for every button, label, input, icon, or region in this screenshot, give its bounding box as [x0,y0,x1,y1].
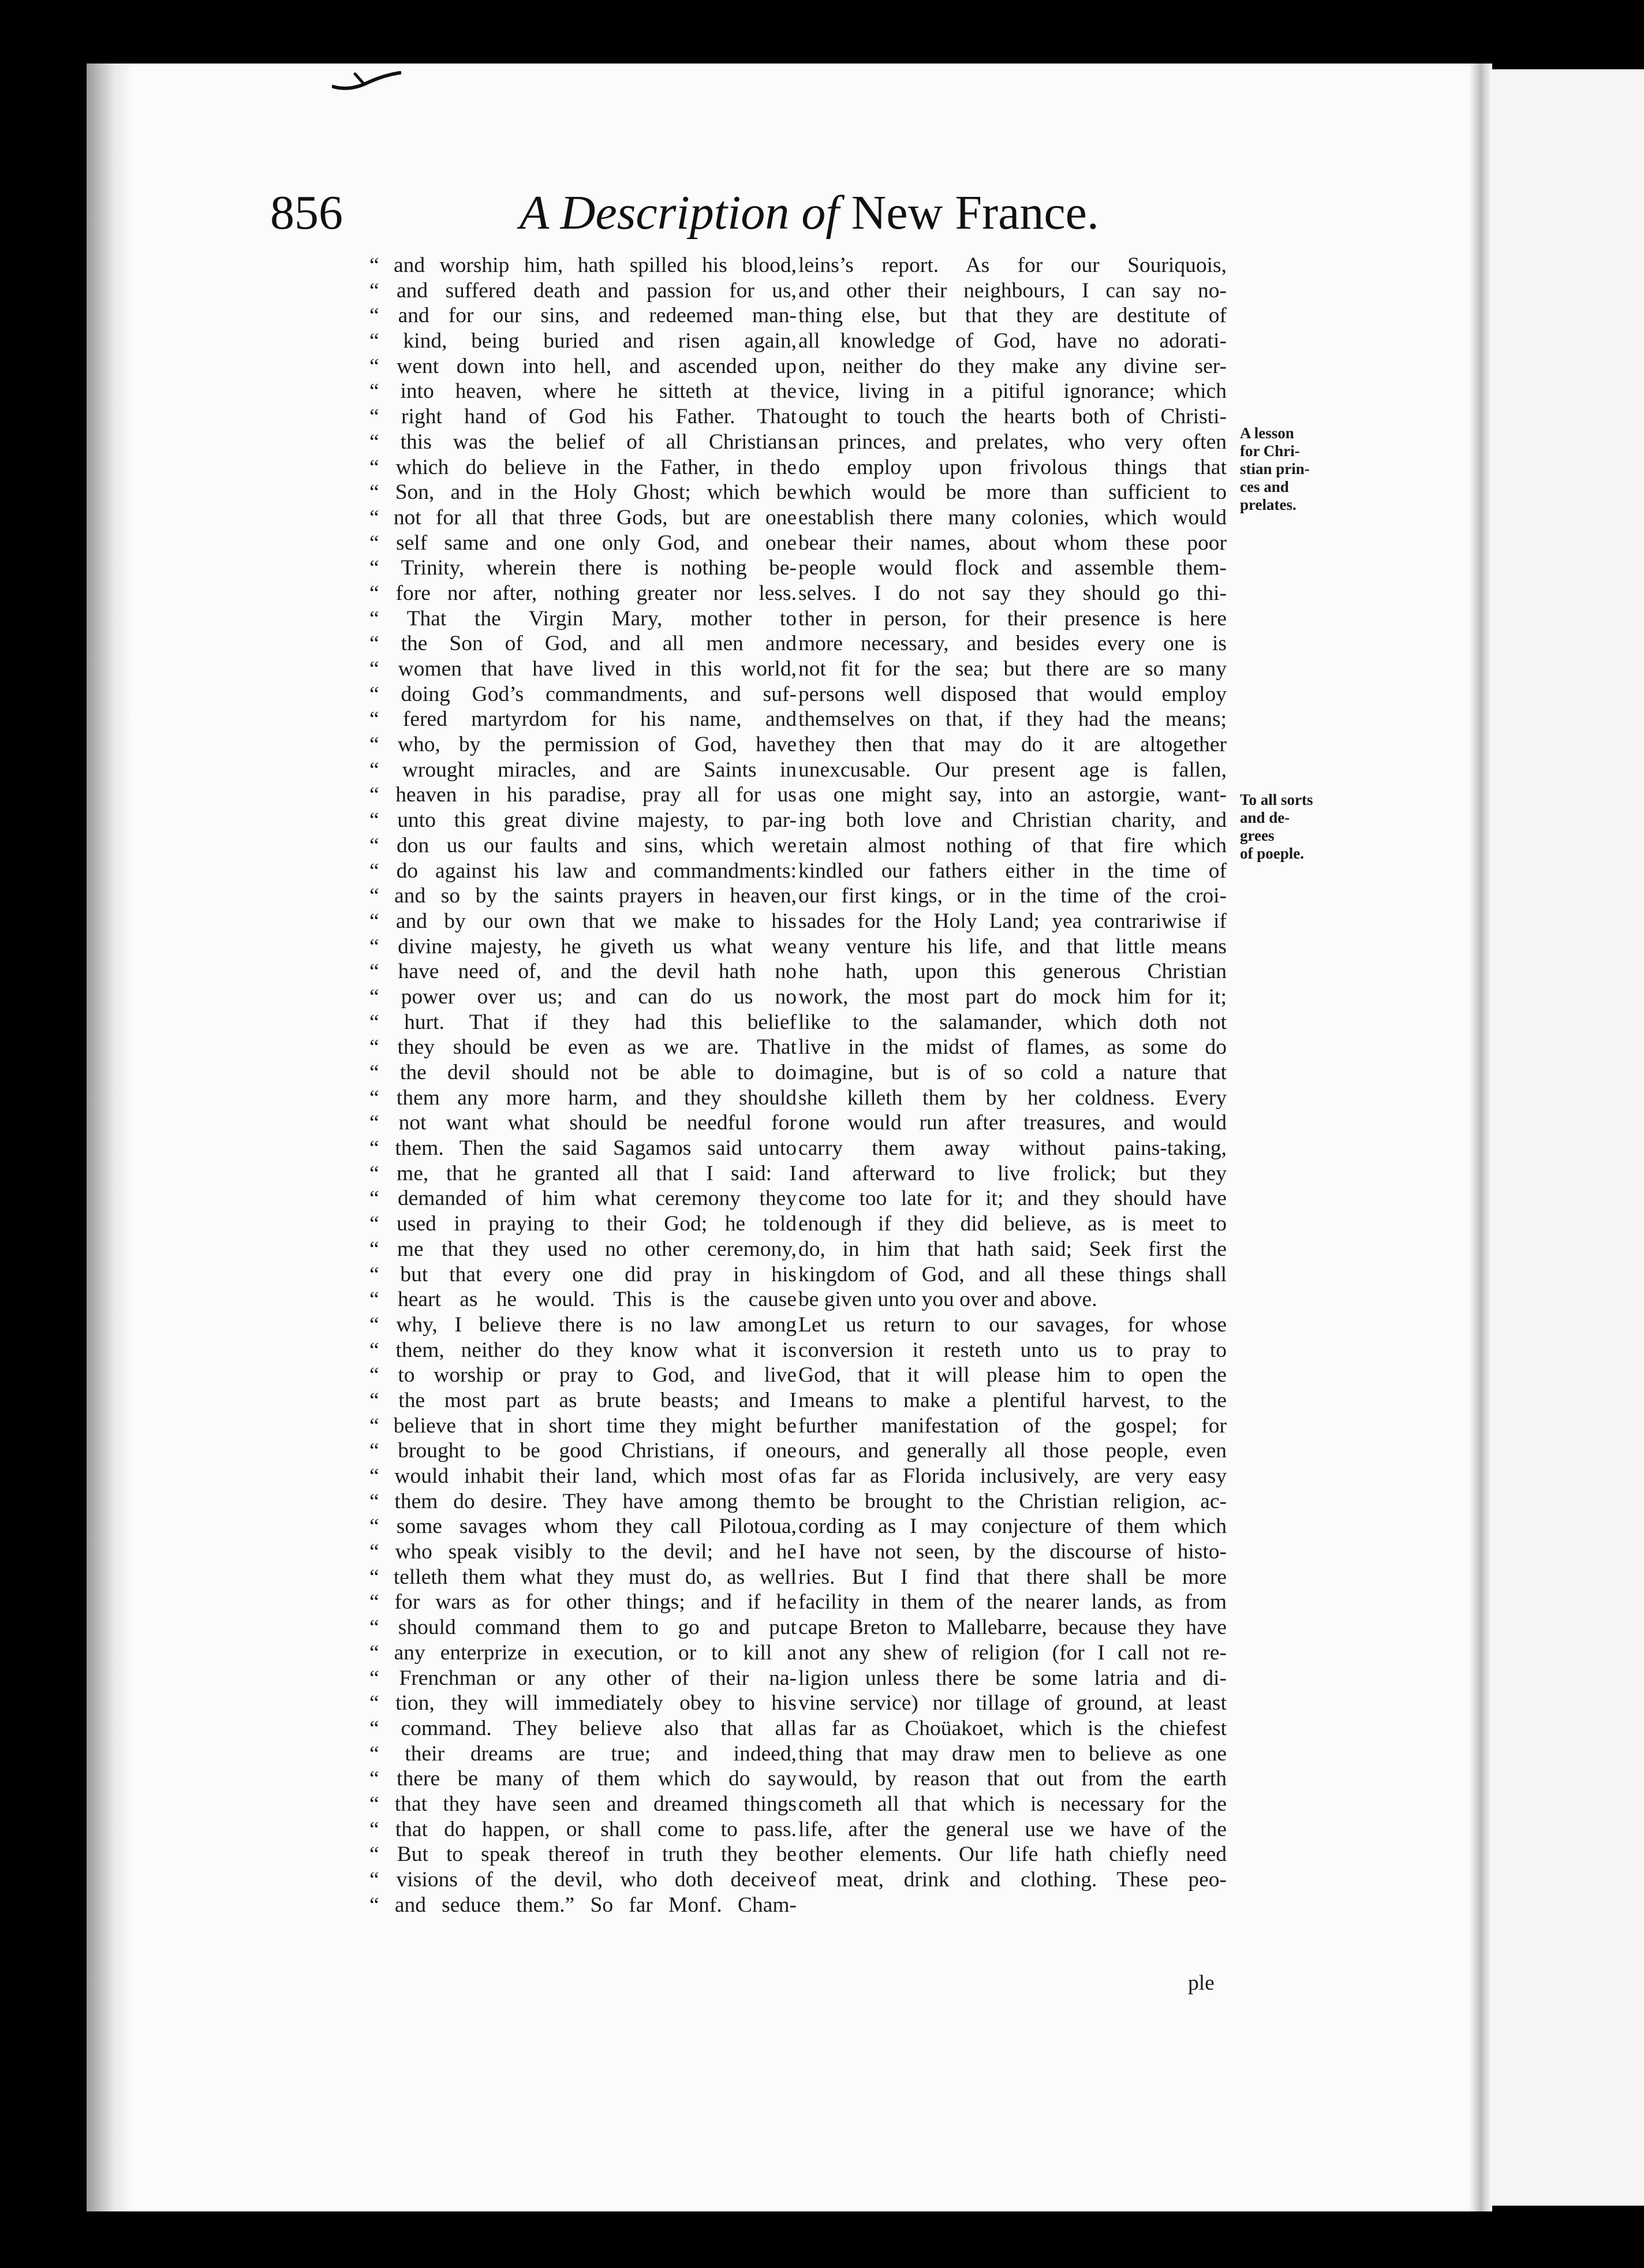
text-line: as one might say, into an astorgie, want- [798,783,1227,807]
running-title-italic: A Description of [520,186,839,240]
text-line: to be brought to the Christian religion, ac- [798,1489,1227,1513]
catchword: ple [1188,1971,1215,1995]
text-line: “ self same and one only God, and one [369,531,797,555]
text-line: “ telleth them what they must do, as well [369,1565,797,1589]
text-line: “ visions of the devil, who doth deceive [369,1868,797,1892]
text-line: conversion it resteth unto us to pray to [798,1338,1227,1362]
text-line: she killeth them by her coldness. Every [798,1085,1227,1110]
text-line: thing that may draw men to believe as one [798,1741,1227,1766]
margin-note-line: prelates. [1240,496,1296,513]
text-line: “ me, that he granted all that I said: I [369,1161,797,1185]
text-line: and afterward to live frolick; but they [798,1161,1227,1185]
text-line: “ them. Then the said Sagamos said unto [369,1136,797,1161]
text-line: “ heaven in his paradise, pray all for us [369,783,797,807]
text-line: “ the Son of God, and all men and [369,632,797,656]
text-line: Let us return to our savages, for whose [798,1312,1227,1337]
text-line: “ me that they used no other ceremony, [369,1237,797,1261]
text-line: carry them away without pains-taking, [798,1136,1227,1161]
text-line: “ Trinity, wherein there is nothing be- [369,556,797,580]
text-line: like to the salamander, which doth not [798,1010,1227,1034]
margin-note-line: stian prin- [1240,460,1310,478]
text-line: “ and seduce them.” So far Monf. Cham- [369,1893,797,1917]
text-line: “ should command them to go and put [369,1616,797,1640]
text-line: vice, living in a pitiful ignorance; which [798,379,1227,404]
text-line: “ and worship him, hath spilled his blood, [369,253,797,277]
text-line: life, after the general use we have of the [798,1817,1227,1841]
text-line: work, the most part do mock him for it; [798,984,1227,1009]
text-line: “ but that every one did pray in his [369,1262,797,1286]
text-line: “ them, neither do they know what it is [369,1338,797,1362]
margin-note-lesson [1240,424,1332,514]
text-line: “ unto this great divine majesty, to par- [369,808,797,833]
text-line: “ the devil should not be able to do [369,1061,797,1084]
text-line: ligion unless there be some latria and di- [798,1666,1227,1690]
text-line: “ doing God’s commandments, and suf- [369,682,797,706]
text-line: “ there be many of them which do say [369,1767,797,1791]
margin-note-line: ces and [1240,478,1289,495]
text-line: be given unto you over and above. [798,1288,1097,1312]
margin-note-line: for Chri- [1240,442,1300,460]
page-number: 856 [270,186,343,240]
text-line: our first kings, or in the time of the croi- [798,884,1227,908]
right-text-column [798,253,1227,1893]
text-line: come too late for it; and they should have [798,1187,1227,1211]
text-line: “ fered martyrdom for his name, and [369,707,797,732]
text-line: “ them any more harm, and they should [369,1085,797,1110]
text-line: “ Son, and in the Holy Ghost; which be [369,480,797,505]
text-line: as far as Florida inclusively, are very easy [798,1464,1227,1488]
text-line: “ which do believe in the Father, in the [369,455,797,479]
text-line: “ some savages whom they call Pilotoua, [369,1515,797,1539]
text-line: facility in them of the nearer lands, as from [798,1590,1227,1614]
text-line: “ divine majesty, he giveth us what we [369,934,797,958]
text-line: “ command. They believe also that all [369,1716,797,1740]
text-line: “ wrought miracles, and are Saints in [369,758,797,782]
text-line: establish there many colonies, which would [798,505,1227,529]
page-gutter [1469,64,1492,2211]
text-line: as far as Choüakoet, which is the chiefest [798,1716,1227,1740]
text-line: “ used in praying to their God; he told [369,1212,797,1236]
text-line: I have not seen, by the discourse of histo- [798,1540,1227,1564]
text-line: “ But to speak thereof in truth they be [369,1842,797,1867]
text-line: bear their names, about whom these poor [798,531,1227,555]
text-line: other elements. Our life hath chiefly need [798,1842,1227,1867]
text-line: “ any enterprize in execution, or to kill a [369,1640,797,1665]
text-line: kindled our fathers either in the time of [798,859,1227,883]
facing-page [1488,69,1644,2206]
text-line: “ right hand of God his Father. That [369,405,797,429]
text-line: “ That the Virgin Mary, mother to [369,606,797,631]
text-line: “ Frenchman or any other of their na- [369,1666,797,1690]
text-line: ther in person, for their presence is here [798,606,1227,631]
text-line: “ hurt. That if they had this belief [369,1010,797,1034]
margin-note-all-sorts [1240,791,1332,863]
text-line: “ women that have lived in this world, [369,657,797,681]
text-line: “ that they have seen and dreamed things [369,1792,797,1816]
text-line: unexcusable. Our present age is fallen, [798,758,1227,782]
text-line: “ power over us; and can do us no [369,984,797,1009]
text-line: “ brought to be good Christians, if one [369,1439,797,1463]
text-line: “ believe that in short time they might be [369,1413,797,1438]
text-line: ing both love and Christian charity, and [798,808,1227,833]
margin-note-line: grees [1240,827,1275,844]
text-line: “ their dreams are true; and indeed, [369,1741,797,1766]
text-line: “ into heaven, where he sitteth at the [369,379,797,404]
text-line: “ fore nor after, nothing greater nor less. [369,581,797,605]
text-line: “ do against his law and commandments: [369,859,797,883]
running-title-roman: New France. [851,186,1099,240]
ink-mark-decoration [332,69,401,92]
text-line: do, in him that hath said; Seek first the [798,1237,1227,1261]
margin-note-line: and de- [1240,809,1290,826]
text-line: persons well disposed that would employ [798,682,1227,706]
text-line: sades for the Holy Land; yea contrariwise if [798,909,1227,933]
margin-note-line: A lesson [1240,424,1294,442]
text-line: cometh all that which is necessary for the [798,1792,1227,1816]
text-line: selves. I do not say they should go thi- [798,581,1227,605]
text-line: imagine, but is of so cold a nature that [798,1061,1227,1084]
text-line: kingdom of God, and all these things shall [798,1262,1227,1286]
text-line: “ not want what should be needful for [369,1111,797,1135]
text-line: any venture his life, and that little means [798,934,1227,958]
text-line: do employ upon frivolous things that [798,455,1227,479]
text-line: all knowledge of God, have no adorati- [798,329,1227,353]
text-line: live in the midst of flames, as some do [798,1035,1227,1060]
text-line: further manifestation of the gospel; for [798,1413,1227,1438]
text-line: ries. But I find that there shall be more [798,1565,1227,1589]
text-line: and other their neighbours, I can say no- [798,278,1227,303]
text-line: “ tion, they will immediately obey to his [369,1691,797,1715]
text-line: cape Breton to Mallebarre, because they have [798,1616,1227,1640]
text-line: “ kind, being buried and risen again, [369,329,797,353]
text-line: “ who, by the permission of God, have [369,733,797,757]
text-line: “ for wars as for other things; and if he [369,1590,797,1614]
text-line: “ demanded of him what ceremony they [369,1187,797,1211]
text-line: “ the most part as brute beasts; and I [369,1388,797,1412]
text-line: “ this was the belief of all Christians [369,430,797,454]
text-line: themselves on that, if they had the means; [798,707,1227,732]
text-line: people would flock and assemble them- [798,556,1227,580]
text-line: which would be more than sufficient to [798,480,1227,505]
text-line: “ who speak visibly to the devil; and he [369,1540,797,1564]
text-line: would, by reason that out from the earth [798,1767,1227,1791]
running-title [520,185,1099,248]
text-line: “ why, I believe there is no law among [369,1312,797,1337]
page-binding-shadow [87,64,133,2211]
text-line: they then that may do it are altogether [798,733,1227,757]
text-line: “ not for all that three Gods, but are one [369,505,797,529]
text-line: cording as I may conjecture of them which [798,1515,1227,1539]
text-line: “ they should be even as we are. That [369,1035,797,1060]
text-line: means to make a plentiful harvest, to the [798,1388,1227,1412]
text-line: “ and suffered death and passion for us, [369,278,797,303]
text-line: enough if they did believe, as is meet to [798,1212,1227,1236]
text-line: God, that it will please him to open the [798,1363,1227,1387]
text-line: “ heart as he would. This is the cause [369,1288,797,1312]
text-line: he hath, upon this generous Christian [798,960,1227,984]
text-line: “ have need of, and the devil hath no [369,960,797,984]
text-line: “ that do happen, or shall come to pass. [369,1817,797,1841]
text-line: one would run after treasures, and would [798,1111,1227,1135]
text-line: vine service) nor tillage of ground, at least [798,1691,1227,1715]
text-line: “ and by our own that we make to his [369,909,797,933]
text-line: “ them do desire. They have among them [369,1489,797,1513]
text-line: “ and so by the saints prayers in heaven, [369,884,797,908]
text-line: “ and for our sins, and redeemed man- [369,304,797,328]
text-line: “ went down into hell, and ascended up [369,354,797,378]
text-line: “ to worship or pray to God, and live [369,1363,797,1387]
text-line: not fit for the sea; but there are so many [798,657,1227,681]
margin-note-line: of poeple. [1240,845,1304,862]
left-text-column [369,253,797,1918]
text-line: an princes, and prelates, who very often [798,430,1227,454]
text-line: leins’s report. As for our Souriquois, [798,253,1227,277]
text-line: not any shew of religion (for I call not re- [798,1640,1227,1665]
text-line: more necessary, and besides every one is [798,632,1227,656]
text-line: ours, and generally all those people, even [798,1439,1227,1463]
text-line: of meat, drink and clothing. These peo- [798,1868,1227,1892]
text-line: thing else, but that they are destitute of [798,304,1227,328]
text-line: on, neither do they make any divine ser- [798,354,1227,378]
text-line: retain almost nothing of that fire which [798,833,1227,857]
text-line: “ don us our faults and sins, which we [369,833,797,857]
text-line: ought to touch the hearts both of Christi- [798,405,1227,429]
text-line: “ would inhabit their land, which most of [369,1464,797,1488]
margin-note-line: To all sorts [1240,791,1313,808]
